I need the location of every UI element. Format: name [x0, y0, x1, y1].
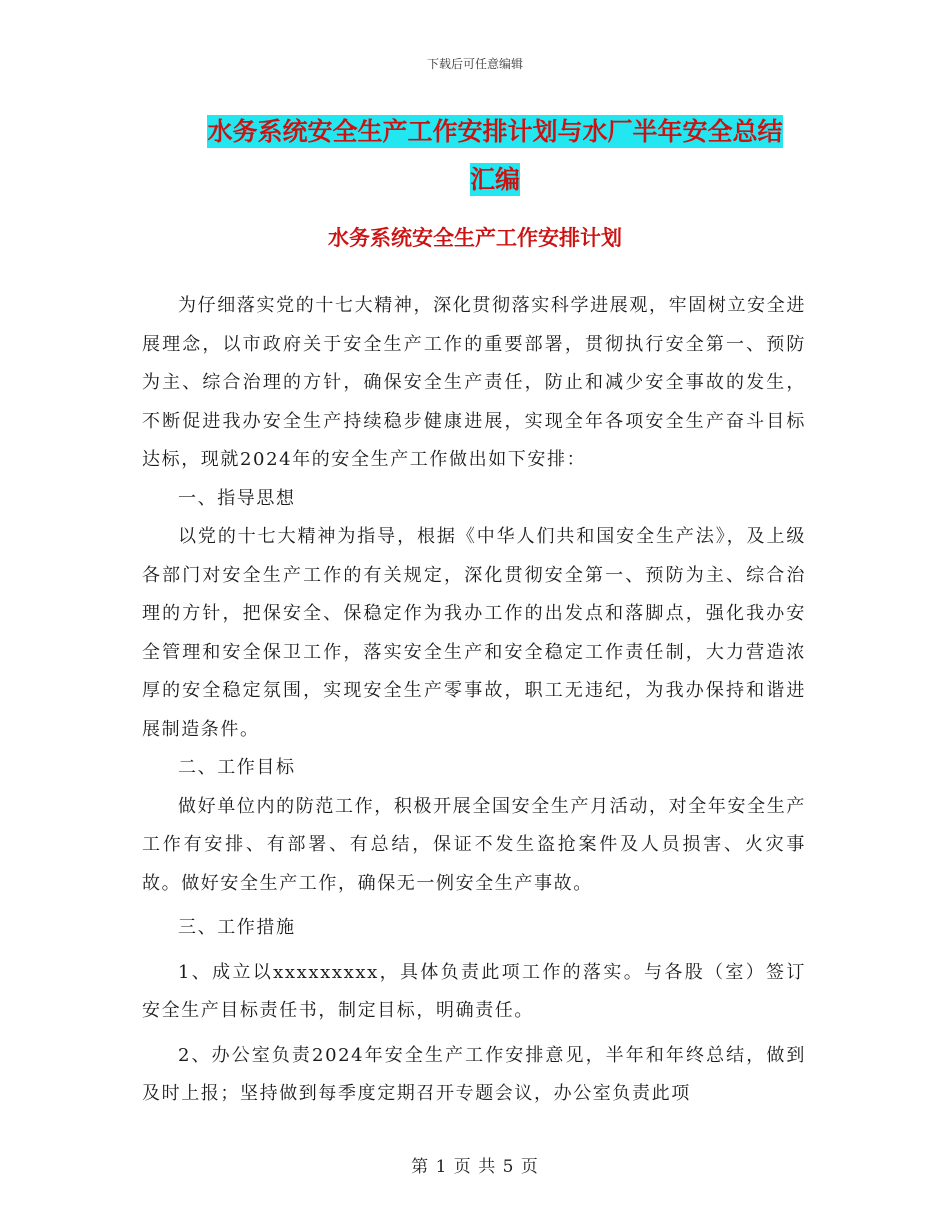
document-title — [145, 108, 845, 204]
document-body — [142, 287, 806, 1114]
paragraph-intro: 为仔细落实党的十七大精神，深化贯彻落实科学进展观，牢固树立安全进展理念，以市政府关于安全生产工作的重要部署，贯彻执行安全第一、预防为主、综合治理的方针，确保安全生产责任，防止和减少安全事故的发生，不断促进我办安全生产持续稳步健康进展，实现全年各项安全生产奋斗目标达标，现就2024年的安全生产工作做出如下安排： — [142, 295, 806, 470]
document-title-line-2: 汇编 — [469, 165, 520, 194]
page-header-note: 下载后可任意编辑 — [426, 57, 523, 71]
paragraph-guiding-ideology: 以党的十七大精神为指导，根据《中华人们共和国安全生产法》，及上级各部门对安全生产工作的有关规定，深化贯彻安全第一、预防为主、综合治理的方针，把保安全、保稳定作为我办工作的出发点和落脚点，强化我办安全管理和安全保卫工作，落实安全生产和安全稳定工作责任制，大力营造浓厚的安全稳定氛围，实现安全生产零事故，职工无违纪，为我办保持和谐进展制造条件。 — [142, 526, 806, 740]
page-number: 第 1 页 共 5 页 — [411, 1157, 539, 1177]
document-title-line-1: 水务系统安全生产工作安排计划与水厂半年安全总结 — [207, 117, 783, 146]
paragraph-measure-2: 2、办公室负责2024年安全生产工作安排意见，半年和年终总结，做到及时上报；坚持做到每季度定期召开专题会议，办公室负责此项 — [142, 1044, 806, 1104]
heading-work-goals: 二、工作目标 — [178, 757, 296, 778]
heading-guiding-ideology: 一、指导思想 — [178, 487, 296, 509]
paragraph-measure-1: 1、成立以xxxxxxxxx，具体负责此项工作的落实。与各股（室）签订安全生产目标责任书，制定目标，明确责任。 — [142, 961, 806, 1021]
heading-work-measures: 三、工作措施 — [178, 917, 296, 938]
section-title: 水务系统安全生产工作安排计划 — [328, 226, 622, 250]
paragraph-work-goals: 做好单位内的防范工作，积极开展全国安全生产月活动，对全年安全生产工作有安排、有部署、有总结，保证不发生盗抢案件及人员损害、火灾事故。做好安全生产工作，确保无一例安全生产事故。 — [142, 795, 806, 894]
